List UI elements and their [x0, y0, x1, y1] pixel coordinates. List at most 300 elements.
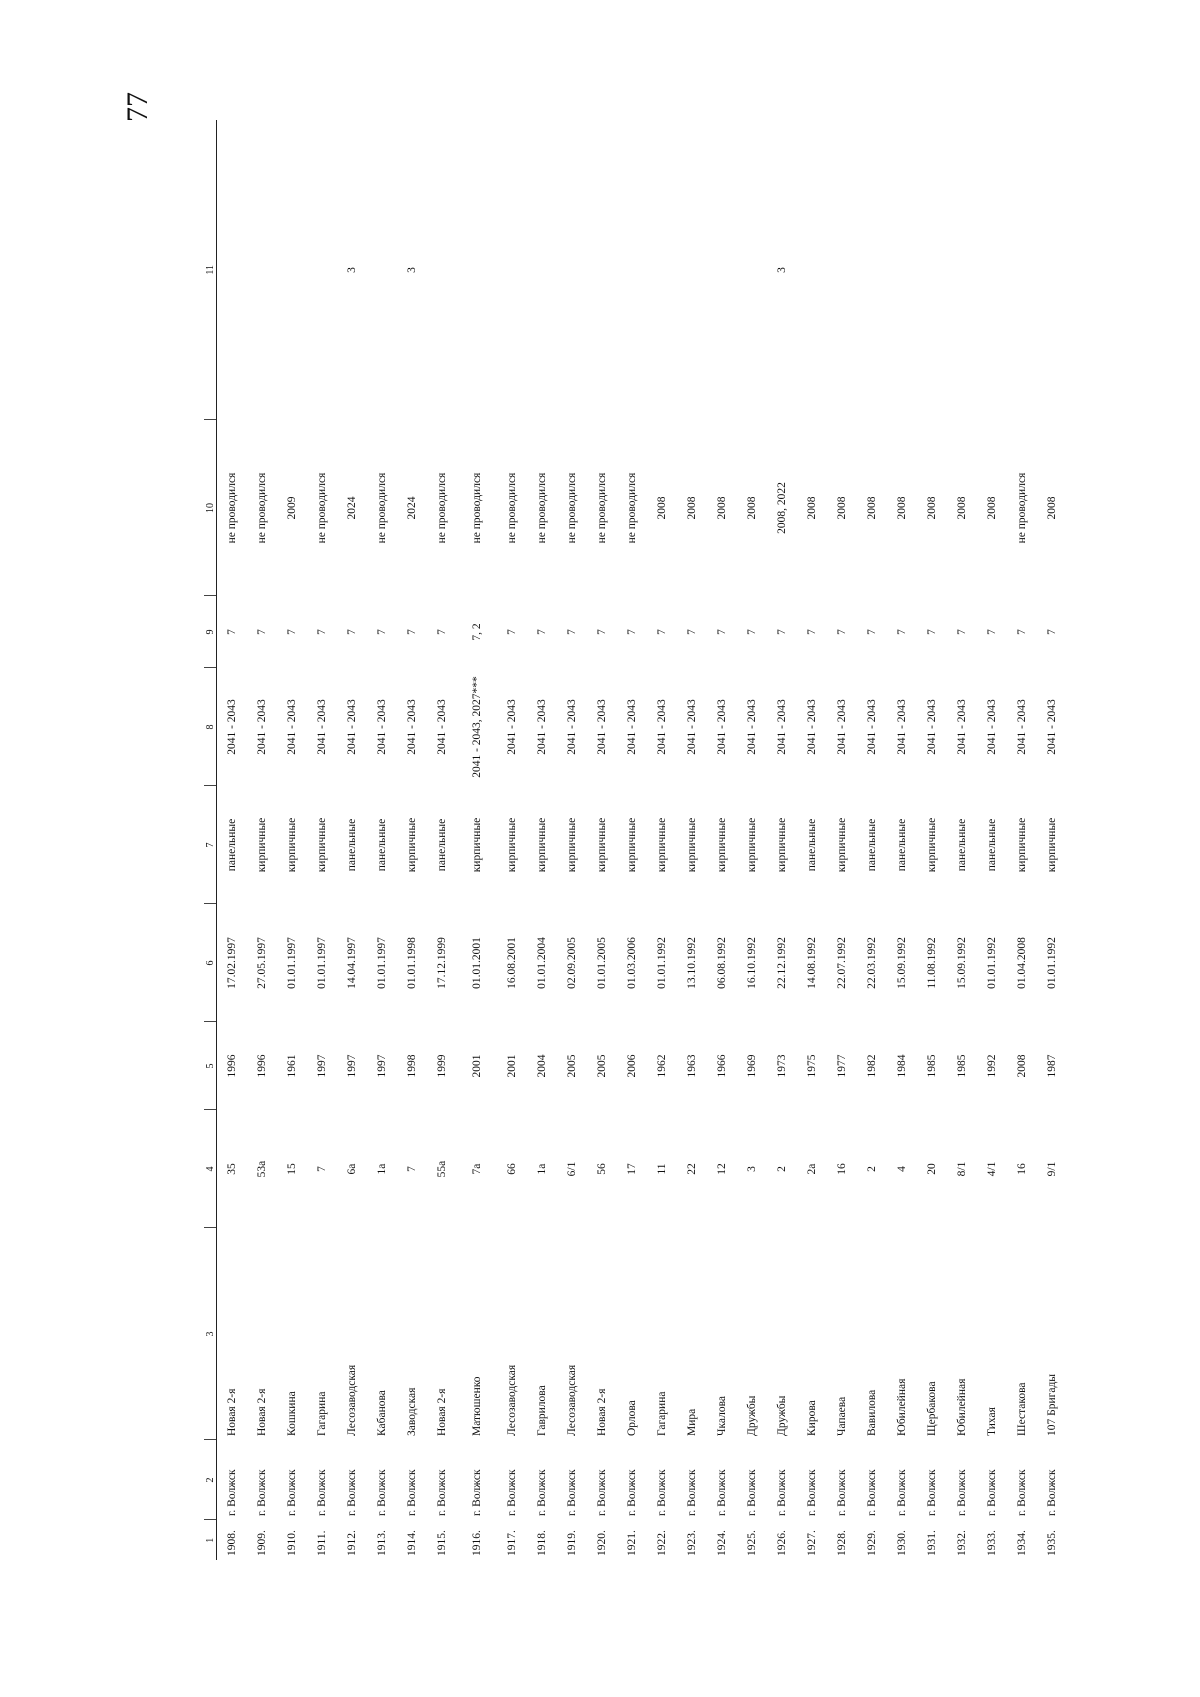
col10-cell: 2009 [286, 496, 298, 520]
street-cell: Чапаева [836, 1396, 848, 1436]
street-cell: Лесозаводская [566, 1364, 578, 1436]
row-number: 1917. [506, 1530, 518, 1556]
col11-cell: 3 [406, 267, 418, 273]
build-year-cell: 1975 [806, 1054, 818, 1078]
period-cell: 2041 - 2043 [596, 699, 608, 755]
date-cell: 17.02.1997 [226, 937, 238, 989]
col9-cell: 7 [596, 629, 608, 635]
col9-cell: 7, 2 [471, 623, 483, 641]
period-cell: 2041 - 2043 [406, 699, 418, 755]
date-cell: 16.08.2001 [506, 937, 518, 989]
table-row [497, 120, 527, 1560]
col9-cell: 7 [926, 629, 938, 635]
col11-cell [367, 120, 397, 420]
period-cell: 2041 - 2043 [226, 699, 238, 755]
build-year-cell: 1982 [866, 1054, 878, 1078]
house-cell: 2 [866, 1166, 878, 1172]
date-cell: 17.12.1999 [436, 937, 448, 989]
col10-cell: не проводился [536, 472, 548, 544]
table-row [557, 120, 587, 1560]
col10-cell: 2008 [746, 496, 758, 520]
walls-material-cell: панельные [896, 818, 908, 872]
col10-cell: 2008, 2022 [776, 482, 788, 534]
col9-cell: 7 [806, 629, 818, 635]
city-cell: г. Волжск [716, 1469, 728, 1516]
street-cell: Заводская [406, 1387, 418, 1436]
house-cell: 22 [686, 1163, 698, 1175]
column-number-row [204, 120, 217, 1560]
col9-cell: 7 [986, 629, 998, 635]
city-cell: г. Волжск [286, 1469, 298, 1516]
build-year-cell: 2001 [471, 1054, 483, 1078]
street-cell: Юбилейная [956, 1378, 968, 1436]
walls-material-cell: панельные [956, 818, 968, 872]
col9-cell: 7 [436, 629, 448, 635]
house-cell: 56 [596, 1163, 608, 1175]
table-row [677, 120, 707, 1560]
walls-material-cell: панельные [806, 818, 818, 872]
row-number: 1920. [596, 1530, 608, 1556]
col9-cell: 7 [566, 629, 578, 635]
date-cell: 16.10.1992 [746, 937, 758, 989]
period-cell: 2041 - 2043 [686, 699, 698, 755]
street-cell: Новая 2-я [596, 1388, 608, 1436]
row-number: 1914. [406, 1530, 418, 1556]
col11-cell [457, 120, 497, 420]
period-cell: 2041 - 2043 [806, 699, 818, 755]
street-cell: Юбилейная [896, 1378, 908, 1436]
col9-cell: 7 [406, 629, 418, 635]
city-cell: г. Волжск [376, 1469, 388, 1516]
row-number: 1910. [286, 1530, 298, 1556]
walls-material-cell: кирпичные [926, 817, 938, 873]
city-cell: г. Волжск [316, 1469, 328, 1516]
street-cell: Дружбы [776, 1395, 788, 1436]
col9-cell: 7 [866, 629, 878, 635]
house-cell: 1а [536, 1163, 548, 1175]
period-cell: 2041 - 2043 [896, 699, 908, 755]
col10-cell: не проводился [566, 472, 578, 544]
period-cell: 2041 - 2043 [256, 699, 268, 755]
table-row [277, 120, 307, 1560]
period-cell: 2041 - 2043 [656, 699, 668, 755]
col9-cell: 7 [956, 629, 968, 635]
walls-material-cell: панельные [346, 818, 358, 872]
street-cell: Новая 2-я [436, 1388, 448, 1436]
date-cell: 01.01.2001 [471, 937, 483, 989]
period-cell: 2041 - 2043 [626, 699, 638, 755]
walls-material-cell: кирпичные [1016, 817, 1028, 873]
col10-cell: не проводился [626, 472, 638, 544]
col9-cell: 7 [346, 629, 358, 635]
col9-cell: 7 [286, 629, 298, 635]
column-header-7: 7 [204, 786, 217, 904]
row-number: 1929. [866, 1530, 878, 1556]
document-table-area [204, 120, 1200, 1556]
street-cell: Щербакова [926, 1381, 938, 1436]
col9-cell: 7 [256, 629, 268, 635]
house-cell: 4/1 [986, 1161, 998, 1177]
date-cell: 15.09.1992 [896, 937, 908, 989]
col10-cell: 2024 [406, 496, 418, 520]
date-cell: 01.03.2006 [626, 937, 638, 989]
column-header-6: 6 [204, 904, 217, 1022]
build-year-cell: 2005 [566, 1054, 578, 1078]
date-cell: 14.04.1997 [346, 937, 358, 989]
col10-cell: 2008 [656, 496, 668, 520]
col11-cell [557, 120, 587, 420]
house-cell: 16 [836, 1163, 848, 1175]
build-year-cell: 1997 [316, 1054, 328, 1078]
date-cell: 27.05.1997 [256, 937, 268, 989]
col9-cell: 7 [656, 629, 668, 635]
city-cell: г. Волжск [1016, 1469, 1028, 1516]
row-number: 1908. [226, 1530, 238, 1556]
build-year-cell: 1973 [776, 1054, 788, 1078]
table-row [1007, 120, 1037, 1560]
walls-material-cell: кирпичные [836, 817, 848, 873]
date-cell: 13.10.1992 [686, 937, 698, 989]
table-row [457, 120, 497, 1560]
table-row [367, 120, 397, 1560]
table-row [917, 120, 947, 1560]
build-year-cell: 1966 [716, 1054, 728, 1078]
walls-material-cell: кирпичные [776, 817, 788, 873]
walls-material-cell: панельные [436, 818, 448, 872]
period-cell: 2041 - 2043 [506, 699, 518, 755]
table-row [427, 120, 457, 1560]
table-body [217, 120, 1068, 1560]
walls-material-cell: кирпичные [406, 817, 418, 873]
col11-cell [737, 120, 767, 420]
row-number: 1913. [376, 1530, 388, 1556]
period-cell: 2041 - 2043 [286, 699, 298, 755]
column-header-2: 2 [204, 1440, 217, 1520]
col10-cell: не проводился [596, 472, 608, 544]
house-cell: 20 [926, 1163, 938, 1175]
street-cell: Мира [686, 1408, 698, 1436]
col9-cell: 7 [896, 629, 908, 635]
period-cell: 2041 - 2043 [986, 699, 998, 755]
street-cell: Новая 2-я [256, 1388, 268, 1436]
period-cell: 2041 - 2043 [866, 699, 878, 755]
walls-material-cell: панельные [866, 818, 878, 872]
walls-material-cell: кирпичные [686, 817, 698, 873]
city-cell: г. Волжск [436, 1469, 448, 1516]
house-cell: 53а [256, 1160, 268, 1178]
house-cell: 6/1 [566, 1161, 578, 1177]
build-year-cell: 2008 [1016, 1054, 1028, 1078]
walls-material-cell: панельные [376, 818, 388, 872]
column-header-1: 1 [204, 1520, 217, 1560]
walls-material-cell: кирпичные [596, 817, 608, 873]
street-cell: Гагарина [656, 1391, 668, 1436]
col10-cell: 2008 [686, 496, 698, 520]
build-year-cell: 1997 [376, 1054, 388, 1078]
table-row [337, 120, 367, 1560]
street-cell: Дружбы [746, 1395, 758, 1436]
row-number: 1931. [926, 1530, 938, 1556]
house-cell: 15 [286, 1163, 298, 1175]
city-cell: г. Волжск [536, 1469, 548, 1516]
col11-cell [647, 120, 677, 420]
row-number: 1911. [316, 1530, 328, 1556]
col11-cell [887, 120, 917, 420]
build-year-cell: 1963 [686, 1054, 698, 1078]
col11-cell [427, 120, 457, 420]
period-cell: 2041 - 2043 [376, 699, 388, 755]
city-cell: г. Волжск [986, 1469, 998, 1516]
house-cell: 8/1 [956, 1161, 968, 1177]
row-number: 1915. [436, 1530, 448, 1556]
col11-cell [617, 120, 647, 420]
date-cell: 01.01.1992 [986, 937, 998, 989]
col11-cell [497, 120, 527, 420]
date-cell: 14.08.1992 [806, 937, 818, 989]
date-cell: 22.07.1992 [836, 937, 848, 989]
street-cell: Новая 2-я [226, 1388, 238, 1436]
street-cell: Шестакова [1016, 1382, 1028, 1436]
street-cell: Вавилова [866, 1389, 878, 1436]
col11-cell [797, 120, 827, 420]
table-row [617, 120, 647, 1560]
build-year-cell: 1969 [746, 1054, 758, 1078]
build-year-cell: 1984 [896, 1054, 908, 1078]
city-cell: г. Волжск [926, 1469, 938, 1516]
row-number: 1930. [896, 1530, 908, 1556]
date-cell: 01.01.2005 [596, 937, 608, 989]
walls-material-cell: кирпичные [286, 817, 298, 873]
col9-cell: 7 [716, 629, 728, 635]
col11-cell [947, 120, 977, 420]
col11-cell [1037, 120, 1067, 420]
row-number: 1927. [806, 1530, 818, 1556]
col9-cell: 7 [536, 629, 548, 635]
col10-cell: 2024 [346, 496, 358, 520]
row-number: 1935. [1046, 1530, 1058, 1556]
street-cell: Кабанова [376, 1390, 388, 1436]
col10-cell: не проводился [436, 472, 448, 544]
city-cell: г. Волжск [686, 1469, 698, 1516]
build-year-cell: 1987 [1046, 1054, 1058, 1078]
row-number: 1912. [346, 1530, 358, 1556]
city-cell: г. Волжск [471, 1469, 483, 1516]
col9-cell: 7 [776, 629, 788, 635]
period-cell: 2041 - 2043, 2027*** [471, 676, 483, 778]
build-year-cell: 1999 [436, 1054, 448, 1078]
period-cell: 2041 - 2043 [536, 699, 548, 755]
col9-cell: 7 [746, 629, 758, 635]
row-number: 1921. [626, 1530, 638, 1556]
table-row [767, 120, 797, 1560]
col9-cell: 7 [226, 629, 238, 635]
date-cell: 01.01.1997 [316, 937, 328, 989]
house-cell: 35 [226, 1163, 238, 1175]
col10-cell: не проводился [1016, 472, 1028, 544]
row-number: 1934. [1016, 1530, 1028, 1556]
build-year-cell: 1992 [986, 1054, 998, 1078]
row-number: 1919. [566, 1530, 578, 1556]
period-cell: 2041 - 2043 [776, 699, 788, 755]
col10-cell: 2008 [1046, 496, 1058, 520]
walls-material-cell: кирпичные [626, 817, 638, 873]
walls-material-cell: панельные [226, 818, 238, 872]
street-cell: 107 Бригады [1046, 1373, 1058, 1436]
col11-cell [587, 120, 617, 420]
street-cell: Орлова [626, 1400, 638, 1436]
row-number: 1909. [256, 1530, 268, 1556]
city-cell: г. Волжск [866, 1469, 878, 1516]
date-cell: 02.09.2005 [566, 937, 578, 989]
period-cell: 2041 - 2043 [716, 699, 728, 755]
col10-cell: не проводился [226, 472, 238, 544]
table-row [527, 120, 557, 1560]
city-cell: г. Волжск [346, 1469, 358, 1516]
row-number: 1926. [776, 1530, 788, 1556]
period-cell: 2041 - 2043 [1016, 699, 1028, 755]
street-cell: Лесозаводская [506, 1364, 518, 1436]
col10-cell: не проводился [316, 472, 328, 544]
walls-material-cell: кирпичные [316, 817, 328, 873]
date-cell: 22.12.1992 [776, 937, 788, 989]
col9-cell: 7 [836, 629, 848, 635]
walls-material-cell: кирпичные [536, 817, 548, 873]
column-header-9: 9 [204, 596, 217, 668]
build-year-cell: 2006 [626, 1054, 638, 1078]
walls-material-cell: кирпичные [566, 817, 578, 873]
date-cell: 01.04.2008 [1016, 937, 1028, 989]
row-number: 1933. [986, 1530, 998, 1556]
rotated-table-container [204, 120, 1058, 1560]
walls-material-cell: кирпичные [471, 817, 483, 873]
col11-cell [247, 120, 277, 420]
build-year-cell: 1962 [656, 1054, 668, 1078]
street-cell: Тихая [986, 1407, 998, 1436]
walls-material-cell: кирпичные [256, 817, 268, 873]
build-year-cell: 1997 [346, 1054, 358, 1078]
col9-cell: 7 [686, 629, 698, 635]
street-cell: Чкалова [716, 1396, 728, 1436]
date-cell: 22.03.1992 [866, 937, 878, 989]
col11-cell [527, 120, 557, 420]
column-header-10: 10 [204, 420, 217, 596]
col9-cell: 7 [1016, 629, 1028, 635]
period-cell: 2041 - 2043 [836, 699, 848, 755]
date-cell: 01.01.1992 [656, 937, 668, 989]
date-cell: 01.01.1992 [1046, 937, 1058, 989]
city-cell: г. Волжск [656, 1469, 668, 1516]
column-header-8: 8 [204, 668, 217, 786]
city-cell: г. Волжск [746, 1469, 758, 1516]
col9-cell: 7 [376, 629, 388, 635]
street-cell: Кирова [806, 1400, 818, 1436]
col11-cell [677, 120, 707, 420]
house-cell: 9/1 [1046, 1161, 1058, 1177]
col11-cell [917, 120, 947, 420]
col11-cell: 3 [776, 267, 788, 273]
house-cell: 3 [746, 1166, 758, 1172]
walls-material-cell: кирпичные [656, 817, 668, 873]
period-cell: 2041 - 2043 [316, 699, 328, 755]
row-number: 1918. [536, 1530, 548, 1556]
period-cell: 2041 - 2043 [1046, 699, 1058, 755]
table-row [947, 120, 977, 1560]
table-row [857, 120, 887, 1560]
col10-cell: 2008 [866, 496, 878, 520]
column-header-5: 5 [204, 1022, 217, 1110]
date-cell: 01.01.1998 [406, 937, 418, 989]
page-number: 77 [121, 92, 154, 122]
build-year-cell: 2001 [506, 1054, 518, 1078]
house-cell: 1а [376, 1163, 388, 1175]
build-year-cell: 1961 [286, 1054, 298, 1078]
build-year-cell: 1977 [836, 1054, 848, 1078]
date-cell: 15.09.1992 [956, 937, 968, 989]
col11-cell [707, 120, 737, 420]
walls-material-cell: панельные [986, 818, 998, 872]
row-number: 1923. [686, 1530, 698, 1556]
city-cell: г. Волжск [406, 1469, 418, 1516]
table-row [307, 120, 337, 1560]
walls-material-cell: кирпичные [1046, 817, 1058, 873]
row-number: 1922. [656, 1530, 668, 1556]
house-cell: 7а [471, 1163, 483, 1175]
city-cell: г. Волжск [596, 1469, 608, 1516]
house-cell: 55а [436, 1160, 448, 1178]
col11-cell [277, 120, 307, 420]
table-row [1037, 120, 1067, 1560]
row-number: 1928. [836, 1530, 848, 1556]
col10-cell: 2008 [926, 496, 938, 520]
table-row [707, 120, 737, 1560]
walls-material-cell: кирпичные [506, 817, 518, 873]
row-number: 1925. [746, 1530, 758, 1556]
city-cell: г. Волжск [256, 1469, 268, 1516]
build-year-cell: 1998 [406, 1054, 418, 1078]
table-row [887, 120, 917, 1560]
col10-cell: 2008 [806, 496, 818, 520]
city-cell: г. Волжск [566, 1469, 578, 1516]
table-row [977, 120, 1007, 1560]
period-cell: 2041 - 2043 [566, 699, 578, 755]
build-year-cell: 2005 [596, 1054, 608, 1078]
col10-cell: 2008 [896, 496, 908, 520]
street-cell: Кошкина [286, 1391, 298, 1436]
column-header-4: 4 [204, 1110, 217, 1228]
build-year-cell: 1996 [226, 1054, 238, 1078]
col11-cell [307, 120, 337, 420]
house-cell: 7 [406, 1166, 418, 1172]
table-row [247, 120, 277, 1560]
col11-cell [977, 120, 1007, 420]
house-cell: 11 [656, 1163, 668, 1175]
walls-material-cell: кирпичные [716, 817, 728, 873]
city-cell: г. Волжск [806, 1469, 818, 1516]
build-year-cell: 1985 [956, 1054, 968, 1078]
row-number: 1932. [956, 1530, 968, 1556]
column-header-3: 3 [204, 1228, 217, 1440]
period-cell: 2041 - 2043 [956, 699, 968, 755]
date-cell: 11.08.1992 [926, 937, 938, 989]
col10-cell: 2008 [836, 496, 848, 520]
house-cell: 12 [716, 1163, 728, 1175]
date-cell: 01.01.1997 [376, 937, 388, 989]
city-cell: г. Волжск [956, 1469, 968, 1516]
street-cell: Лесозаводская [346, 1364, 358, 1436]
column-header-11: 11 [204, 120, 217, 420]
table-row [217, 120, 248, 1560]
col11-cell [217, 120, 248, 420]
